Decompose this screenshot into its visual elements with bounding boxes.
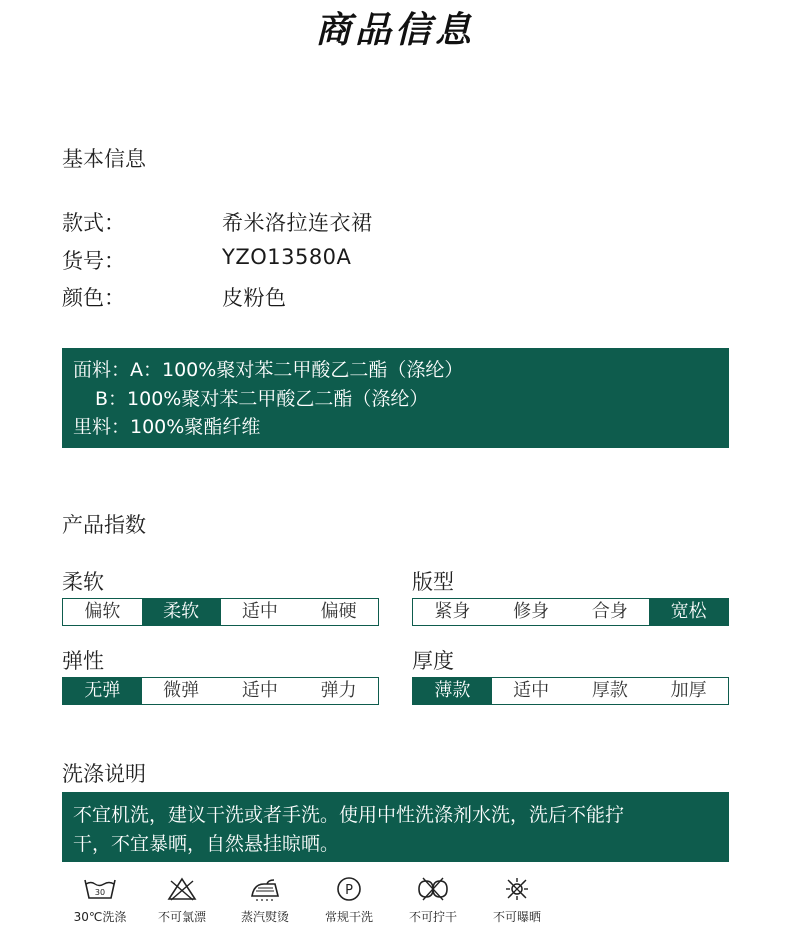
no-bleach-icon: [165, 876, 199, 902]
item-number-label: 货号：: [62, 249, 125, 273]
color-value: 皮粉色: [222, 286, 287, 310]
wash-line-1: 不宜机洗，建议干洗或者手洗。使用中性洗涤剂水洗，洗后不能拧: [73, 804, 625, 826]
wash-instructions-title: 洗涤说明: [62, 762, 146, 786]
softness-option-soft: 偏软: [84, 601, 121, 622]
thickness-option-thick: 厚款: [591, 680, 628, 701]
style-value: 希米洛拉连衣裙: [222, 211, 373, 235]
no-wring-icon: [416, 876, 450, 902]
dry-clean-icon: [332, 876, 366, 902]
page-title: 商品信息: [314, 9, 475, 51]
care-label-wash: 30℃洗涤: [73, 910, 127, 924]
no-sun-icon: [500, 876, 534, 902]
elasticity-option-slight: 微弹: [163, 680, 200, 701]
elasticity-option-stretch: 弹力: [320, 680, 357, 701]
fit-option-slim: 修身: [513, 601, 550, 622]
wash-line-2: 干，不宜暴晒，自然悬挂晾晒。: [73, 833, 340, 855]
thickness-label: 厚度: [412, 649, 454, 673]
elasticity-scale: [62, 677, 379, 705]
fabric-composition-box: [62, 348, 729, 448]
care-item-iron: [223, 876, 307, 925]
softness-label: 柔软: [62, 570, 104, 594]
svg-text:30: 30: [94, 888, 106, 897]
svg-text:P: P: [345, 883, 353, 898]
basic-info-title: 基本信息: [62, 147, 146, 171]
thickness-option-medium: 适中: [513, 680, 550, 701]
fit-option-loose-selected: 宽松: [649, 599, 728, 625]
fabric-line-lining: 里料：100%聚酯纤维: [73, 416, 261, 438]
care-item-wring: [391, 876, 475, 925]
care-item-sun: [475, 876, 559, 925]
color-label: 颜色：: [62, 286, 125, 310]
product-index-title: 产品指数: [62, 513, 146, 537]
fit-option-tight: 紧身: [434, 601, 471, 622]
elasticity-label: 弹性: [62, 649, 104, 673]
care-label-dryclean: 常规干洗: [324, 910, 373, 924]
care-label-sun: 不可曝晒: [492, 910, 541, 924]
care-label-iron: 蒸汽熨烫: [240, 910, 289, 924]
softness-option-stiff: 偏硬: [320, 601, 357, 622]
care-item-bleach: [140, 876, 224, 925]
thickness-option-thin-selected: 薄款: [413, 678, 492, 704]
wash-30-icon: [83, 876, 117, 902]
fit-label: 版型: [412, 570, 454, 594]
thickness-scale: [412, 677, 729, 705]
care-item-dryclean: [307, 876, 391, 925]
fit-option-regular: 合身: [591, 601, 628, 622]
fabric-line-outer: 面料：A：100%聚对苯二甲酸乙二酯（涤纶）: [73, 359, 464, 381]
style-label: 款式：: [62, 211, 125, 235]
softness-scale: [62, 598, 379, 626]
care-item-wash: [58, 876, 142, 925]
item-number-value: YZO13580A: [222, 245, 352, 269]
steam-iron-icon: [248, 876, 282, 902]
elasticity-option-none-selected: 无弹: [63, 678, 142, 704]
thickness-option-extra-thick: 加厚: [670, 680, 707, 701]
fabric-line-b: B：100%聚对苯二甲酸乙二酯（涤纶）: [95, 387, 429, 410]
softness-option-medium: 适中: [241, 601, 278, 622]
care-icons-row: [62, 876, 582, 936]
wash-instructions-box: [62, 792, 729, 862]
softness-option-supple-selected: 柔软: [142, 599, 221, 625]
fit-scale: [412, 598, 729, 626]
elasticity-option-medium: 适中: [241, 680, 278, 701]
care-label-bleach: 不可氯漂: [157, 910, 206, 924]
care-label-wring: 不可拧干: [408, 910, 457, 924]
